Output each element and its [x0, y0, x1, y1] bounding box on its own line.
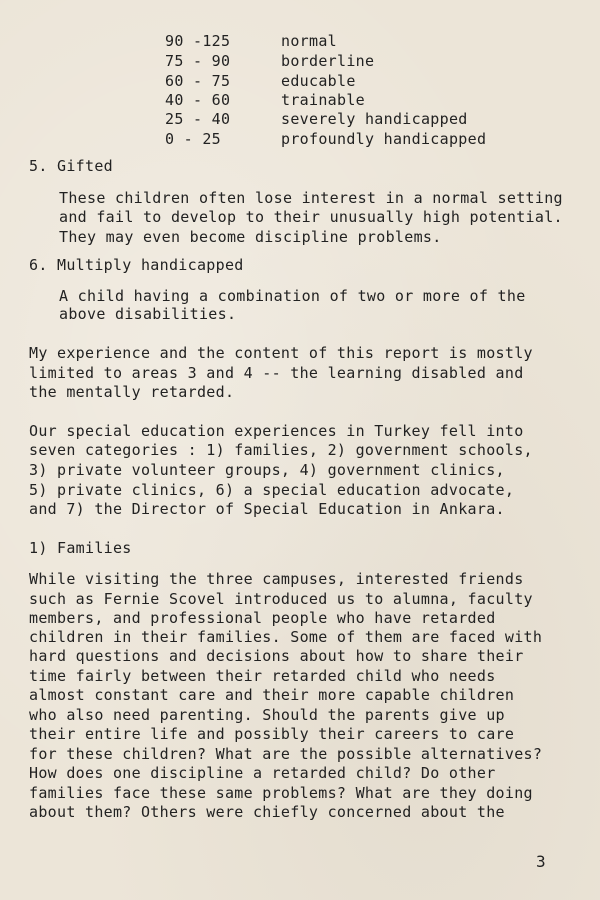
range-value: 25 - 40: [165, 110, 231, 128]
range-label: educable: [281, 72, 356, 90]
paragraph-line: children in their families. Some of them are faced with: [29, 628, 543, 646]
paragraph-line: time fairly between their retarded child who needs: [29, 667, 496, 685]
paragraph-line: Our special education experiences in Turkey fell into: [29, 422, 524, 440]
range-label: borderline: [281, 52, 375, 70]
paragraph-line: seven categories : 1) families, 2) government schools,: [29, 441, 533, 459]
paragraph-line: and fail to develop to their unusually high potential.: [59, 208, 563, 226]
paragraph-line: How does one discipline a retarded child? Do other: [29, 764, 496, 782]
range-label: severely handicapped: [281, 110, 468, 128]
section-heading-families: 1) Families: [29, 539, 132, 557]
paragraph-line: These children often lose interest in a normal setting: [59, 189, 563, 207]
paragraph-line: above disabilities.: [59, 305, 237, 323]
paragraph-line: about them? Others were chiefly concerned about the: [29, 803, 505, 821]
range-value: 40 - 60: [165, 91, 231, 109]
range-value: 60 - 75: [165, 72, 231, 90]
paragraph-line: members, and professional people who have retarded: [29, 609, 496, 627]
range-value: 0 - 25: [165, 130, 221, 148]
range-label: profoundly handicapped: [281, 130, 487, 148]
page-number: 3: [536, 852, 546, 871]
paragraph-line: A child having a combination of two or more of the: [59, 287, 526, 305]
paragraph-line: limited to areas 3 and 4 -- the learning disabled and: [29, 364, 524, 382]
paragraph-line: and 7) the Director of Special Education in Ankara.: [29, 500, 505, 518]
paragraph-line: My experience and the content of this report is mostly: [29, 344, 533, 362]
range-label: normal: [281, 32, 337, 50]
paragraph-line: families face these same problems? What are they doing: [29, 784, 533, 802]
paragraph-line: the mentally retarded.: [29, 383, 235, 401]
paragraph-line: They may even become discipline problems.: [59, 228, 442, 246]
section-heading-gifted: 5. Gifted: [29, 157, 113, 175]
paragraph-line: such as Fernie Scovel introduced us to alumna, faculty: [29, 590, 533, 608]
paragraph-line: 5) private clinics, 6) a special education advocate,: [29, 481, 515, 499]
paragraph-line: who also need parenting. Should the parents give up: [29, 706, 505, 724]
paragraph-line: for these children? What are the possible alternatives?: [29, 745, 543, 763]
range-value: 90 -125: [165, 32, 231, 50]
paragraph-line: 3) private volunteer groups, 4) government clinics,: [29, 461, 505, 479]
paragraph-line: almost constant care and their more capable children: [29, 686, 515, 704]
paragraph-line: their entire life and possibly their careers to care: [29, 725, 515, 743]
paragraph-line: While visiting the three campuses, interested friends: [29, 570, 524, 588]
range-value: 75 - 90: [165, 52, 231, 70]
range-label: trainable: [281, 91, 365, 109]
section-heading-multiply-handicapped: 6. Multiply handicapped: [29, 256, 244, 274]
paragraph-line: hard questions and decisions about how to share their: [29, 647, 524, 665]
